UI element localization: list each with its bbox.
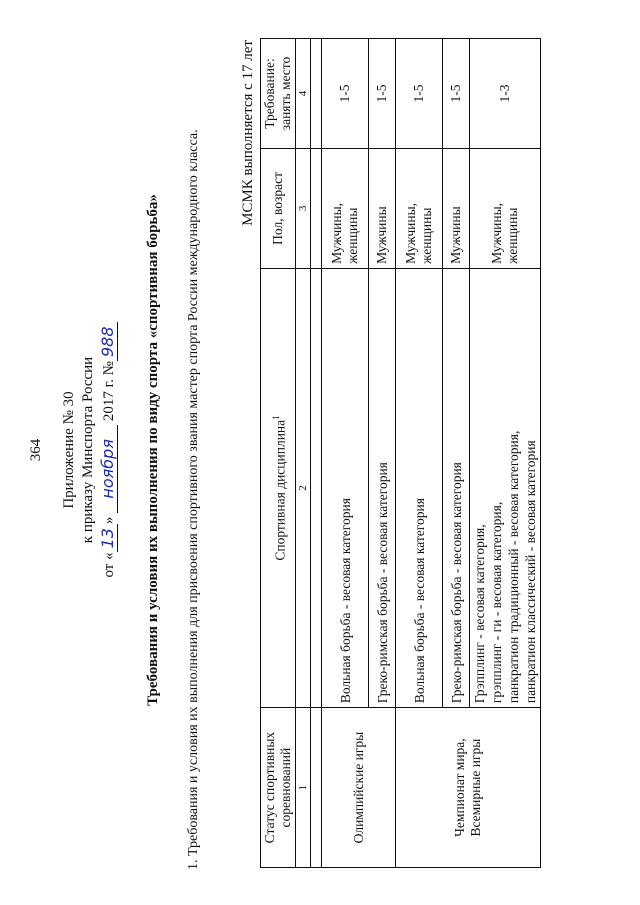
annex-date-line [98, 20, 119, 880]
annex-title: Приложение № 30 [61, 391, 77, 509]
column-number-row [296, 39, 311, 868]
intro-paragraph: 1. Требования и условия их выполнения для присвоения спортивного звания мастер спорта России международного класса. [186, 129, 201, 870]
table-row [322, 39, 369, 868]
discipline-cell: Вольная борьба - весовая категория [322, 268, 369, 707]
main-title: Требования и условия их выполнения по виду спорта «спортивная борьба» [145, 194, 161, 706]
sex-cell: Мужчины [369, 148, 396, 268]
place-cell: 1-3 [470, 39, 541, 149]
place-cell: 1-5 [369, 39, 396, 149]
col-num-3: 3 [296, 148, 311, 268]
sex-cell: Мужчины, женщины [396, 148, 443, 268]
annex-order-line: к приказу Минспорта России [80, 356, 96, 544]
date-month: ноября [98, 425, 118, 513]
requirements-table [260, 38, 541, 868]
header-row [261, 39, 296, 868]
discipline-line: Грэпплинг - весовая категория, [472, 524, 487, 704]
table-row [396, 39, 443, 868]
col-num-2: 2 [296, 268, 311, 707]
rotated-content [20, 20, 620, 880]
header-discipline [261, 268, 296, 707]
discipline-cell: Греко-римская борьба - весовая категория [369, 268, 396, 707]
place-cell: 1-5 [443, 39, 470, 149]
place-cell: 1-5 [396, 39, 443, 149]
discipline-cell [470, 268, 541, 707]
discipline-line: грэпплинг - ги - весовая категория, [489, 501, 504, 704]
age-note: МСМК выполняется с 17 лет [240, 40, 256, 226]
place-cell: 1-5 [322, 39, 369, 149]
date-prefix: от « [101, 552, 117, 578]
sex-cell: Мужчины, женщины [470, 148, 541, 268]
date-year: 2017 г. № [101, 361, 117, 422]
header-status: Статус спортивных соревнований [261, 708, 296, 868]
discipline-cell: Вольная борьба - весовая категория [396, 268, 443, 707]
spacer-row [311, 39, 322, 868]
sex-cell: Мужчины [443, 148, 470, 268]
discipline-line: панкратион традиционный - весовая категория, [506, 430, 521, 704]
date-mid: » [101, 516, 117, 525]
annex-block [60, 20, 119, 880]
header-place: Требование: занять место [261, 39, 296, 149]
col-num-4: 4 [296, 39, 311, 149]
status-cell: Олимпийские игры [322, 708, 396, 868]
date-day: 13 [98, 524, 118, 552]
discipline-line: панкратион классический - весовая категория [523, 440, 538, 704]
status-cell: Чемпионат мира, Всемирные игры [396, 708, 541, 868]
page-number: 364 [28, 438, 44, 462]
header-sex-age: Пол, возраст [261, 148, 296, 268]
order-number: 988 [98, 322, 118, 361]
header-footnote: 1 [270, 415, 281, 420]
discipline-cell: Греко-римская борьба - весовая категория [443, 268, 470, 707]
header-discipline-text: Спортивная дисциплина [272, 419, 288, 561]
sex-cell: Мужчины, женщины [322, 148, 369, 268]
col-num-1: 1 [296, 708, 311, 868]
